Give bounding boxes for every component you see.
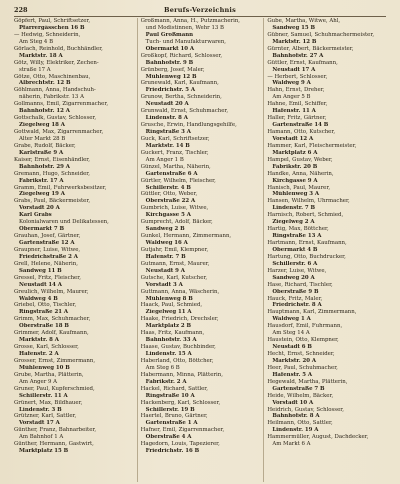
directory-line: Haertel, Bruno, Gärtner, xyxy=(140,413,208,420)
directory-line: Oberstraße 4 A xyxy=(145,434,192,441)
directory-line: Griebel, Otto, Tischler, xyxy=(14,302,77,309)
directory-line: Vorstadt 3 A xyxy=(145,281,183,288)
directory-line: Grunewald, Karl, Kaufmann, xyxy=(140,80,219,87)
directory-line: Gube, Martha, Witwe, Ahl, xyxy=(267,18,341,24)
directory-line: Gutmann, Ernst, Maurer, xyxy=(140,260,210,267)
directory-line: Oberstraße 18 B xyxy=(19,323,69,330)
directory-line: Gramm, Emil, Fuhrwerksbesitzer, xyxy=(14,184,107,191)
directory-line: Hauck, Fritz, Maler, xyxy=(267,295,323,302)
page-header xyxy=(14,4,386,16)
directory-line: Neustadt 17 A xyxy=(272,66,316,73)
directory-line: Grabs, Paul, Bäckermeister, xyxy=(14,198,91,205)
directory-line: Sandweg 11 B xyxy=(19,267,62,274)
directory-line: Görlach, Reinhold, Buchhändler, xyxy=(14,45,103,52)
directory-line: Grabe, Rudolf, Bäcker, xyxy=(14,142,76,149)
directory-line: Hackenberg, Karl, Schlosser, xyxy=(140,399,221,406)
directory-line: Waldweg 4 B xyxy=(19,295,58,302)
directory-line: Grauhan, Josef, Gärtner, xyxy=(14,233,81,240)
directory-line: straße 17 A xyxy=(19,66,51,73)
directory-line: Gartenstraße 14 B xyxy=(272,122,329,129)
directory-line: Am Anger 9 A xyxy=(19,378,58,385)
directory-line: Heilmann, Otto, Sattler, xyxy=(267,420,333,427)
directory-line: Grell, Helene, Näherin, xyxy=(14,260,78,267)
directory-line: Schillerstr. 19 B xyxy=(145,406,195,413)
directory-line: Gartenstraße 1 A xyxy=(145,420,198,427)
directory-line: Lindenstr. 3 B xyxy=(19,406,62,413)
directory-line: Ziegelweg 11 A xyxy=(145,309,192,316)
directory-line: Gartenstraße 6 A xyxy=(145,170,198,177)
directory-line: Mühlenweg 3 A xyxy=(272,191,320,198)
directory-line: Vorstadt 20 A xyxy=(19,205,60,212)
directory-line: Ringstraße 10 A xyxy=(145,392,195,399)
directory-line: Guck, Karl, Schriftsetzer, xyxy=(140,135,210,142)
directory-line: Bahnhofstr. 8 A xyxy=(272,413,320,420)
directory-line: Güttler, Ernst, Kaufmann, xyxy=(267,59,338,66)
directory-line: Harzer, Luise, Witwe, xyxy=(267,267,327,274)
directory-line: Lindenstr. 8 A xyxy=(145,115,188,122)
directory-line: Obermarkt 10 A xyxy=(145,45,195,52)
directory-line: Günther, Franz, Bahnarbeiter, xyxy=(14,427,97,434)
directory-line: Karl Grabs xyxy=(19,212,52,219)
directory-line: Hafenstr. 11 A xyxy=(272,108,316,115)
directory-line: Friedrichstr. 8 A xyxy=(272,302,322,309)
directory-line: Neustadt 14 A xyxy=(19,281,62,288)
directory-line: Haase, Gustav, Buchbinder, xyxy=(140,344,216,351)
directory-line: Hanisch, Paul, Maurer, xyxy=(267,184,331,191)
directory-line: Bahnhofstr. 29 A xyxy=(19,163,70,170)
column-3 xyxy=(263,18,390,482)
directory-line: Ziegelweg 2 A xyxy=(272,219,315,226)
directory-line: Großmann, Anna, H., Putzmacherin, xyxy=(140,18,241,24)
directory-line: Waldweg 1 A xyxy=(272,316,311,323)
column-2 xyxy=(137,18,264,482)
directory-line: Grünert, Max, Bildhauer, xyxy=(14,399,83,406)
directory-line: Hauptmann, Karl, Zimmermann, xyxy=(267,309,357,316)
directory-line: Haller, Fritz, Gärtner, xyxy=(267,115,327,122)
directory-line: Lindenstr. 7 B xyxy=(272,205,316,212)
directory-line: Marktstr. 12 B xyxy=(272,38,317,45)
directory-line: Friedrichstr. 16 B xyxy=(145,448,200,455)
directory-line: Paul Großmann xyxy=(145,31,194,38)
directory-line: Ziegelweg 19 A xyxy=(19,191,65,198)
directory-line: Gartenstraße 7 B xyxy=(272,385,325,392)
directory-line: Grusche, Erwin, Handlungsgehilfe, xyxy=(140,122,237,129)
directory-line: Haake, Friedrich, Drechsler, xyxy=(140,316,219,323)
directory-line: Gremann, Hugo, Schneider, xyxy=(14,170,90,177)
directory-line: Göpfert, Paul, Schriftsetzer, xyxy=(14,18,91,24)
directory-line: Bahnhofstr. 27 A xyxy=(272,52,324,59)
directory-line: Schillerstr. 4 B xyxy=(145,184,191,191)
directory-line: Grunow, Bertha, Schneiderin, xyxy=(140,94,222,101)
directory-line: Tuch- und Manufakturwaren, xyxy=(145,38,227,45)
directory-line: Greulich, Wilhelm, Maurer, xyxy=(14,288,89,295)
directory-line: Waldweg 9 A xyxy=(272,80,311,87)
directory-line: Marktstr. 14 B xyxy=(145,142,190,149)
directory-line: Kaiser, Ernst, Eisenhändler, xyxy=(14,156,90,163)
directory-line: Handke, Anna, Näherin, xyxy=(267,170,334,177)
directory-line: Gressel, Fritz, Fleischer, xyxy=(14,274,81,281)
directory-line: Gübner, Samuel, Schuhmachermeister, xyxy=(267,31,375,38)
directory-line: Karlstraße 9 A xyxy=(19,149,64,156)
directory-line: Ringstraße 3 A xyxy=(145,129,191,135)
directory-line: Güttler, Otto, Weber, xyxy=(140,191,198,198)
directory-line: Fabrikstr. 20 B xyxy=(272,163,318,170)
directory-line: Schillerstr. 6 A xyxy=(272,260,318,267)
directory-line: Waldweg 16 A xyxy=(145,240,188,246)
directory-line: Hafenstr. 5 A xyxy=(272,371,313,378)
directory-line: Friedrichstraße 2 A xyxy=(19,253,78,260)
directory-line: Hafenstr. 7 B xyxy=(145,253,186,260)
directory-line: Haberland, Otto, Böttcher, xyxy=(140,357,214,364)
directory-line: Harnisch, Robert, Schmied, xyxy=(267,212,344,219)
directory-line: Neustadt 6 B xyxy=(272,344,312,351)
columns xyxy=(14,18,390,482)
directory-line: Obermarkt 4 B xyxy=(272,246,318,253)
directory-line: Am Bahnhof 1 A xyxy=(19,434,64,441)
directory-line: Grunwald, Ernst, Schuhmacher, xyxy=(140,108,229,115)
directory-line: Götze, Otto, Maschinenbau, xyxy=(14,73,91,80)
directory-line: Vorstadt 17 A xyxy=(19,420,60,427)
directory-line: Heer, Paul, Schuhmacher, xyxy=(267,364,338,371)
directory-line: Hammer, Karl, Fleischermeister, xyxy=(267,142,357,149)
directory-line: Guttmann, Anna, Wäscherin, xyxy=(140,288,220,295)
directory-line: Guckert, Franz, Tischler, xyxy=(140,149,209,156)
directory-line: Haustein, Otto, Klempner, xyxy=(267,337,339,344)
directory-line: Am Anger 5 B xyxy=(272,94,311,101)
directory-line: Gutjahr, Emil, Klempner, xyxy=(140,246,209,253)
directory-line: Grimmer, Adolf, Kaufmann, xyxy=(14,330,89,337)
directory-line: Am Anger 1 B xyxy=(145,156,184,163)
page-number: 228 xyxy=(14,6,28,14)
directory-line: Hampel, Gustav, Weber, xyxy=(267,156,333,163)
directory-line: Gutsche, Karl, Kutscher, xyxy=(140,274,208,281)
directory-line: Fabrikstr. 2 A xyxy=(145,378,187,385)
directory-line: Oberstraße 22 A xyxy=(145,198,196,205)
directory-line: Hase, Richard, Tischler, xyxy=(267,281,333,288)
directory-line: Bahnhofstr. 9 B xyxy=(145,59,194,66)
directory-line: Gumbrich, Luise, Witwe, xyxy=(140,205,209,212)
directory-line: Marktplatz 2 B xyxy=(145,323,192,330)
directory-line: Graupner, Luise, Witwe, xyxy=(14,246,81,253)
directory-line: Göhlmann, Anna, Handschuh- xyxy=(14,87,96,94)
directory-line: Bahnhofstr. 12 A xyxy=(19,108,70,115)
directory-line: Neustadt 20 A xyxy=(145,101,189,108)
directory-line: Götz, Willy, Elektriker, Zechen- xyxy=(14,59,99,66)
directory-line: Am Steg 4 B xyxy=(19,38,54,45)
directory-line: Sandweg 20 A xyxy=(272,274,315,281)
directory-line: Hansen, Wilhelm, Uhrmacher, xyxy=(267,198,350,205)
directory-line: Alter Markt 28 B xyxy=(19,135,66,142)
directory-line: Heide, Wilhelm, Bäcker, xyxy=(267,392,334,399)
directory-line: Grosse, Karl, Schlosser, xyxy=(14,344,79,351)
directory-line: Hartmann, Ernst, Kaufmann, xyxy=(267,240,347,246)
directory-line: Hartig, Max, Böttcher, xyxy=(267,226,329,233)
directory-line: Hamann, Otto, Kutscher, xyxy=(267,129,336,135)
directory-line: Kolonialwaren und Delikatessen, xyxy=(19,219,109,226)
directory-line: Ringstraße 13 A xyxy=(272,233,322,240)
directory-line: Grosser, Ernst, Zimmermann, xyxy=(14,357,96,364)
directory-line: Gürnter, Albert, Bäckermeister, xyxy=(267,45,354,52)
directory-line: Marktstr. 8 A xyxy=(19,337,59,344)
directory-line: Schillerstr. 11 A xyxy=(19,392,68,399)
directory-line: Grünberg, Josef, Maler, xyxy=(140,66,205,73)
directory-line: Lindenstr. 19 A xyxy=(272,427,319,434)
directory-line: Neustadt 9 A xyxy=(145,267,185,274)
directory-line: Habermann, Minna, Plätterin, xyxy=(140,371,223,378)
directory-line: Kirchgasse 5 A xyxy=(145,212,191,219)
page-title: Berufs-Verzeichnis xyxy=(164,6,236,14)
directory-line: Mühlenweg 10 B xyxy=(19,364,70,371)
column-1 xyxy=(14,18,137,482)
directory-line: Gollmanns, Emil, Zigarrenmacher, xyxy=(14,101,109,108)
directory-line: Günther, Hermann, Gastwirt, xyxy=(14,441,94,448)
directory-line: Günzel, Martha, Näherin, xyxy=(140,163,211,170)
directory-line: Marktplatz 6 A xyxy=(272,149,318,156)
directory-line: Hafenstr. 2 A xyxy=(19,351,59,357)
directory-line: Hagedorn, Louis, Tapezierer, xyxy=(140,441,220,448)
directory-line: Lindenstr. 15 A xyxy=(145,351,192,357)
directory-line: Heidrich, Gustav, Schlosser, xyxy=(267,406,344,413)
directory-line: Gruner, Paul, Kupferschmied, xyxy=(14,385,95,392)
directory-line: Ringstraße 21 A xyxy=(19,309,69,316)
directory-line: Hackel, Richard, Sattler, xyxy=(140,385,209,392)
directory-line: Mühlenweg 12 B xyxy=(145,73,197,80)
directory-line: näherin, Fabrikstr. 13 A xyxy=(19,94,84,101)
directory-line: Kirchgasse 9 A xyxy=(272,177,318,184)
directory-line: Bahnhofstr. 33 A xyxy=(145,337,197,344)
directory-line: Gartenstraße 12 A xyxy=(19,240,75,246)
directory-line: Hausdorf, Emil, Fuhrmann, xyxy=(267,323,343,330)
directory-line: Am Steg 14 A xyxy=(272,330,310,337)
directory-line: Vorstadt 10 A xyxy=(272,399,314,406)
directory-line: Gottschalk, Gustav, Schlosser, xyxy=(14,115,97,122)
directory-line: und Modistinnen, Wehr 13 B xyxy=(145,24,224,31)
directory-line: Gunkel, Hermann, Zimmermann, xyxy=(140,233,232,240)
directory-line: Hahne, Emil, Schiffer, xyxy=(267,101,328,108)
directory-line: Marktstr. 20 A xyxy=(272,357,317,364)
directory-line: Hahn, Ernst, Dreher, xyxy=(267,87,325,94)
directory-line: Haas, Fritz, Kaufmann, xyxy=(140,330,205,337)
directory-line: Gürtler, Wilhelm, Fleischer, xyxy=(140,177,216,184)
directory-line: Marktplatz 15 B xyxy=(19,448,69,455)
directory-line: — Herbert, Schlosser, xyxy=(267,73,328,80)
directory-line: Grützner, Karl, Sattler, xyxy=(14,413,77,420)
directory-line: Mühlenweg 8 B xyxy=(145,295,193,302)
directory-line: Hegewald, Martha, Plätterin, xyxy=(267,378,348,385)
directory-line: Grimm, Max, Schuhmacher, xyxy=(14,316,91,323)
directory-line: Oberstraße 9 B xyxy=(272,288,319,295)
directory-line: Hecht, Ernst, Schneider, xyxy=(267,351,335,357)
directory-line: Obermarkt 7 B xyxy=(19,226,65,233)
directory-line: Großkopf, Richard, Schlosser, xyxy=(140,52,223,59)
directory-line: Sandweg 15 B xyxy=(272,24,316,31)
directory-line: Haack, Paul, Schmied, xyxy=(140,302,203,309)
directory-line: Sandweg 2 B xyxy=(145,226,185,233)
directory-line: Fabrikstr. 17 A xyxy=(19,177,64,184)
directory-line: Gottwald, Max, Zigarrenmacher, xyxy=(14,129,104,135)
directory-line: — Hedwig, Schneiderin, xyxy=(14,31,81,38)
directory-line: Albrechtstr. 12 B xyxy=(19,80,71,87)
directory-line: Pfarrergässchen 16 B xyxy=(19,24,85,31)
directory-line: Hartung, Otto, Buchdrucker, xyxy=(267,253,346,260)
directory-line: Am Steg 6 B xyxy=(145,364,180,371)
directory-line: Gumprecht, Adolf, Bäcker, xyxy=(140,219,213,226)
directory-line: Friedrichstr. 5 A xyxy=(145,87,196,94)
directory-line: Grube, Martha, Plätterin, xyxy=(14,371,84,378)
directory-line: Am Markt 6 A xyxy=(272,441,311,448)
header-rule xyxy=(14,16,386,17)
directory-line: Vorstadt 12 A xyxy=(272,135,314,142)
directory-line: Hammermüller, August, Dachdecker, xyxy=(267,434,369,441)
directory-line: Hafner, Emil, Zigarrenmacher, xyxy=(140,427,225,434)
directory-line: Ziegelweg 18 A xyxy=(19,122,65,129)
directory-line: Marktstr. 18 A xyxy=(19,52,63,59)
